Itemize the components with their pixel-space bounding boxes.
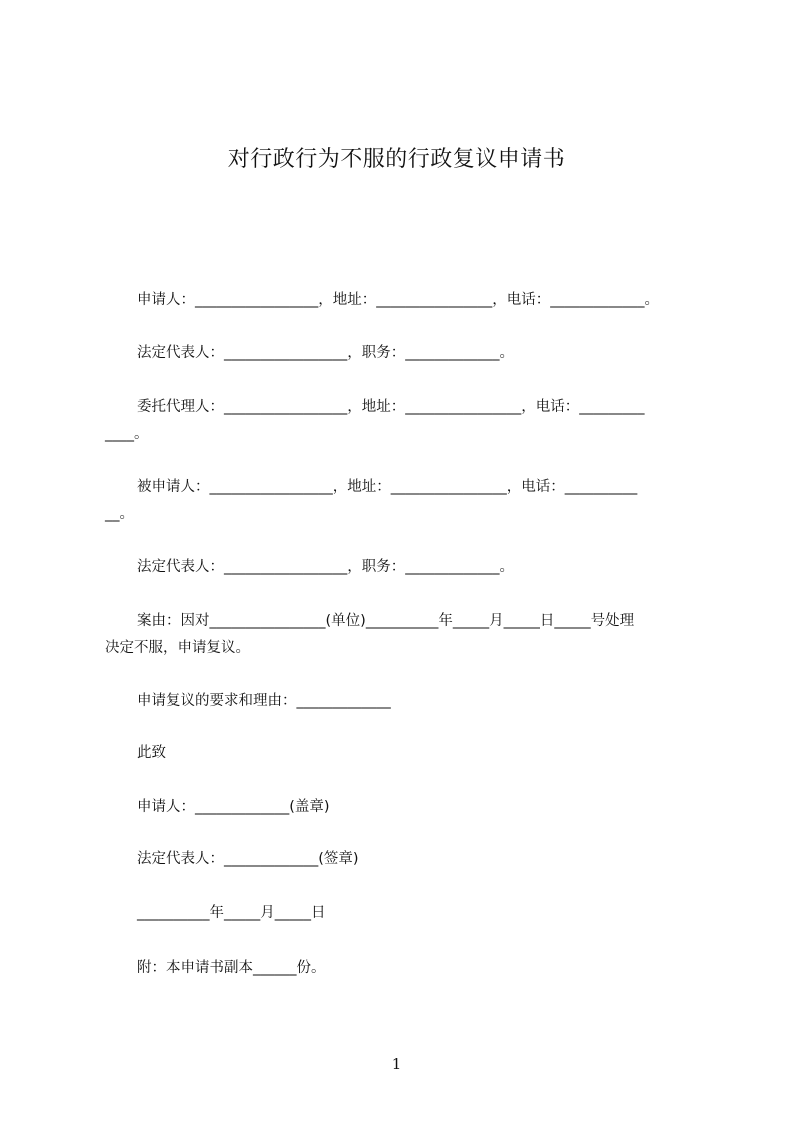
document-title: 对行政行为不服的行政复议申请书: [227, 147, 566, 172]
legal-rep-line: 法定代表人：_________________，职务：_____________。: [137, 345, 514, 361]
request-reason-line: 申请复议的要求和理由：_____________: [137, 693, 391, 709]
signature-applicant-line: 申请人：_____________(盖章): [137, 799, 330, 815]
agent-line: 委托代理人：_________________，地址：________________，电话：_________: [137, 399, 645, 415]
case-cause-line-continued: 决定不服，申请复议。: [105, 640, 250, 656]
date-line: __________年_____月_____日: [137, 905, 326, 921]
signature-legal-rep-line: 法定代表人：_____________(签章): [137, 851, 359, 867]
attachment-line: 附：本申请书副本______份。: [137, 960, 326, 976]
page-number: 1: [391, 1055, 402, 1073]
agent-line-continued: ____。: [105, 426, 149, 442]
respondent-legal-rep-line: 法定代表人：_________________，职务：_____________。: [137, 559, 514, 575]
applicant-line: 申请人：_________________，地址：________________，电话：_____________。: [137, 292, 659, 308]
respondent-line-continued: __。: [105, 506, 134, 522]
respondent-line: 被申请人：_________________，地址：________________，电话：__________: [137, 479, 638, 495]
case-cause-line: 案由：因对________________(单位)__________年_____月_____日_____号处理: [137, 613, 635, 629]
salutation-line: 此致: [137, 745, 166, 761]
